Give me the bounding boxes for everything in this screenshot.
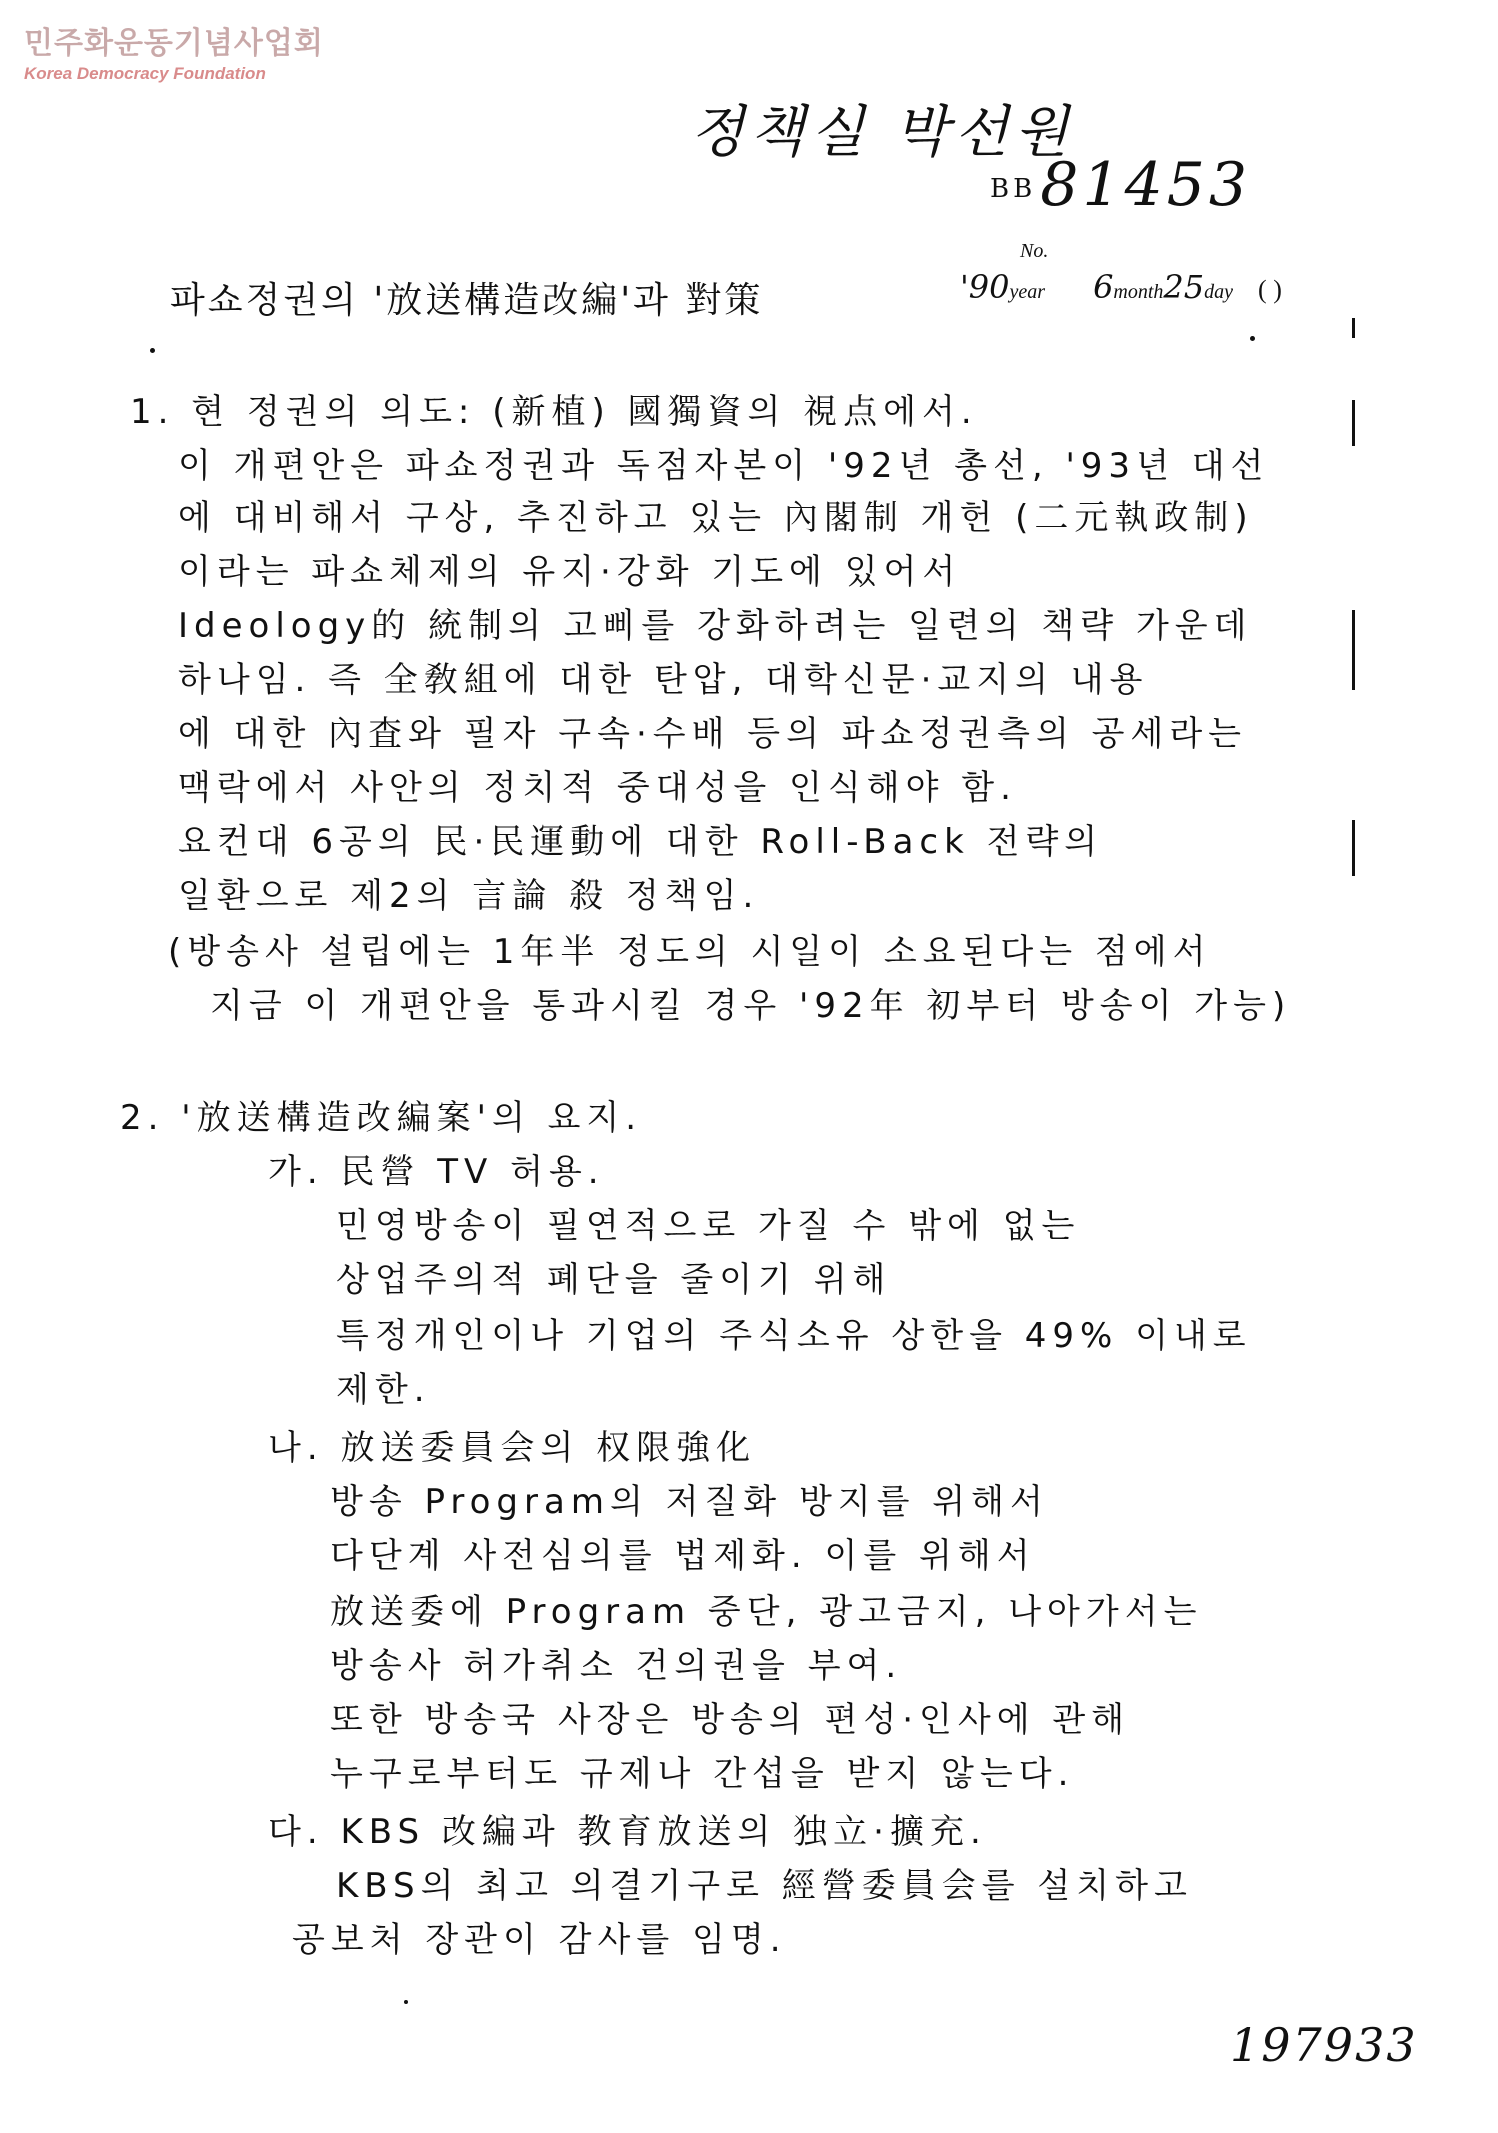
section1-line: 일환으로 제2의 言論 殺 정책임. [178, 876, 760, 916]
subsection-a-line: 상업주의적 폐단을 줄이기 위해 [336, 1260, 892, 1300]
section1-line: 맥락에서 사안의 정치적 중대성을 인식해야 함. [178, 768, 1017, 808]
date-month-value: 6 [1093, 268, 1114, 306]
section1-line: 에 대한 內査와 필자 구속·수배 등의 파쇼정권측의 공세라는 [178, 714, 1248, 754]
date-year-value: '90 [960, 268, 1010, 306]
document-number [990, 150, 1251, 220]
scan-speck [404, 2000, 408, 2004]
scan-mark [1352, 318, 1355, 338]
subsection-c-line: KBS의 최고 의결기구로 經營委員会를 설치하고 [336, 1866, 1193, 1906]
section1-line: 에 대비해서 구상, 추진하고 있는 內閣制 개헌 (二元執政制) [178, 498, 1254, 538]
page-number: 197933 [1230, 2018, 1418, 2072]
section1-line: 이 개편안은 파쇼정권과 독점자본이 '92년 총선, '93년 대선 [178, 446, 1270, 486]
subsection-b-line: 放送委에 Program 중단, 광고금지, 나아가서는 [330, 1592, 1203, 1632]
subsection-b-line: 방송 Program의 저질화 방지를 위해서 [330, 1482, 1049, 1522]
date-no-label: No. [1020, 240, 1049, 262]
subsection-b-line: 또한 방송국 사장은 방송의 편성·인사에 관해 [330, 1700, 1131, 1740]
subsection-a-line: 제한. [336, 1370, 431, 1410]
scan-mark [1352, 400, 1355, 446]
scan-mark [1352, 610, 1355, 690]
date-year-label: year [1009, 281, 1046, 303]
document-number-prefix: BB [990, 174, 1037, 205]
watermark [24, 18, 324, 84]
date-day-label: day [1204, 281, 1234, 303]
watermark-english: Korea Democracy Foundation [24, 64, 266, 83]
document-number-value: 81453 [1040, 150, 1252, 220]
subsection-b-line: 방송사 허가취소 건의권을 부여. [330, 1646, 903, 1686]
section1-heading: 1. 현 정권의 의도: (新植) 國獨資의 視点에서. [130, 392, 978, 432]
section1-line: (방송사 설립에는 1年半 정도의 시일이 소요된다는 점에서 [168, 932, 1212, 972]
date-paren: ( ) [1258, 275, 1282, 304]
subsection-b-line: 다단계 사전심의를 법제화. 이를 위해서 [330, 1536, 1036, 1576]
date-month-label: month [1113, 281, 1164, 303]
section1-line: 요컨대 6공의 民·民運動에 대한 Roll-Back 전략의 [178, 822, 1104, 862]
subsection-a-line: 특정개인이나 기업의 주식소유 상한을 49% 이내로 [336, 1316, 1252, 1356]
scan-mark [1352, 820, 1355, 876]
date-day-value: 25 [1163, 268, 1205, 306]
author-signature: 정책실 박선원 [690, 100, 1075, 165]
section1-line: 하나임. 즉 全敎組에 대한 탄압, 대학신문·교지의 내용 [178, 660, 1149, 700]
subsection-b-line: 누구로부터도 규제나 간섭을 받지 않는다. [330, 1754, 1075, 1794]
subsection-c-heading: 다. KBS 改編과 教育放送의 独立·擴充. [268, 1812, 987, 1852]
subsection-b-heading: 나. 放送委員会의 权限強化 [268, 1428, 757, 1468]
section1-line: 지금 이 개편안을 통과시킬 경우 '92年 初부터 방송이 가능) [210, 986, 1292, 1026]
section1-line: 이라는 파쇼체제의 유지·강화 기도에 있어서 [178, 552, 962, 592]
section2-heading: 2. '放送構造改編案'의 요지. [120, 1098, 643, 1138]
document-title: 파쇼정권의 '放送構造改編'과 對策 [170, 280, 764, 321]
subsection-a-heading: 가. 民營 TV 허용. [268, 1152, 605, 1192]
scan-speck [150, 348, 155, 353]
watermark-korean: 민주화운동기념사업회 [24, 26, 324, 61]
scan-speck [1250, 336, 1255, 341]
subsection-a-line: 민영방송이 필연적으로 가질 수 밖에 없는 [336, 1206, 1081, 1246]
section1-line: Ideology的 統制의 고삐를 강화하려는 일련의 책략 가운데 [178, 606, 1253, 646]
subsection-c-line: 공보처 장관이 감사를 임명. [292, 1920, 787, 1960]
